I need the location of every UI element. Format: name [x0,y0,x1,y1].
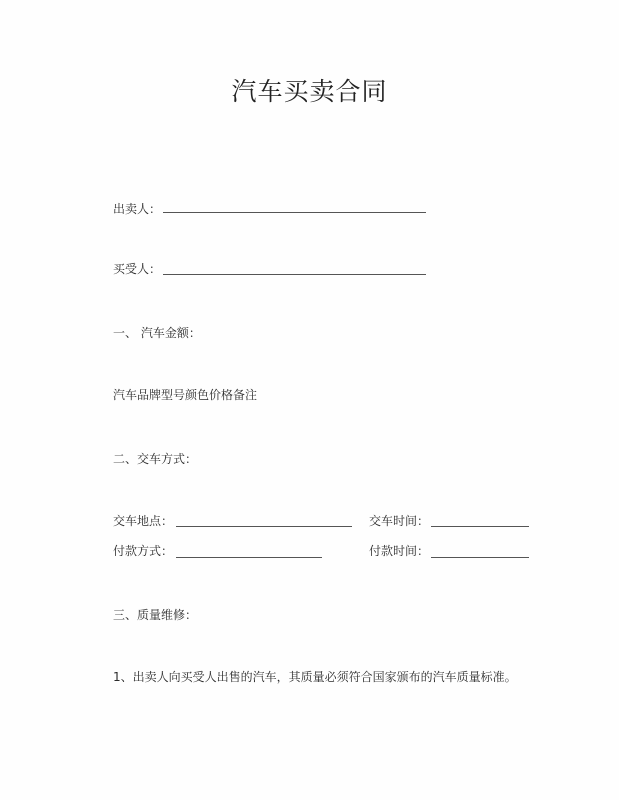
seller-label: 出卖人： [113,202,162,216]
payment-time-fill-line[interactable] [431,557,529,558]
delivery-place-fill-line[interactable] [176,526,352,527]
quality-clause-1: 1、出卖人向买受人出售的汽车，其质量必须符合国家颁布的汽车质量标准。 [113,670,517,684]
section3-heading: 三、质量维修： [113,608,198,622]
delivery-time-label: 交车时间： [369,514,430,528]
payment-time-label: 付款时间： [369,544,430,558]
car-table-header: 汽车品牌型号颜色价格备注 [113,388,258,402]
document-title: 汽车买卖合同 [231,77,388,106]
delivery-time-fill-line[interactable] [431,526,529,527]
section1-heading: 一、 汽车金额： [113,326,201,340]
payment-method-label: 付款方式： [113,544,174,558]
delivery-place-label: 交车地点： [113,514,174,528]
buyer-label: 买受人： [113,262,162,276]
buyer-fill-line[interactable] [163,274,426,275]
section2-heading: 二、交车方式： [113,452,198,466]
seller-fill-line[interactable] [163,212,426,213]
payment-method-fill-line[interactable] [176,557,322,558]
